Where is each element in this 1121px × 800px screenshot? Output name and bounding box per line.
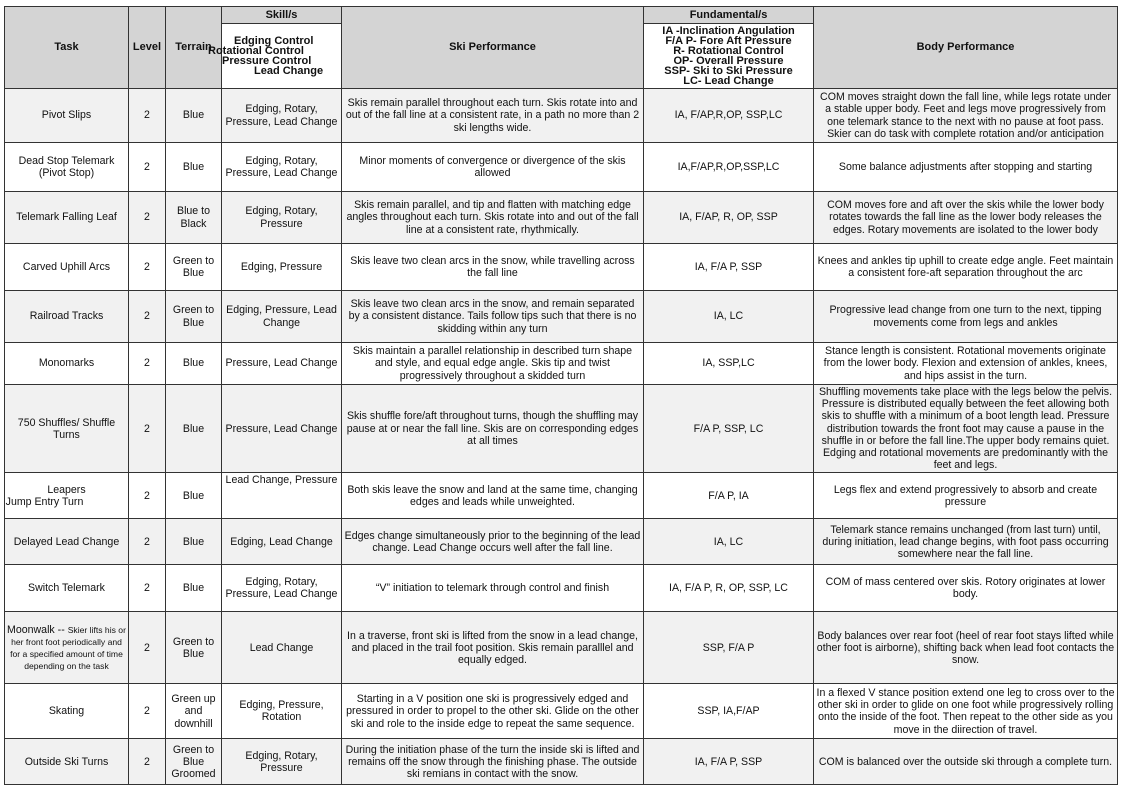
level-cell: 2: [129, 519, 166, 565]
skills-cell: Pressure, Lead Change: [222, 343, 342, 385]
fundamentals-cell: F/A P, IA: [644, 473, 814, 519]
header-skills: Skill/s: [222, 7, 342, 24]
level-cell: 2: [129, 473, 166, 519]
terrain-cell: Green to Blue: [166, 291, 222, 343]
skills-legend-item: Lead Change: [254, 65, 324, 77]
body-performance-cell: Stance length is consistent. Rotational movements originate from the lower body. Flexion and extension of ankles, knees, and hips assist in the turn.: [814, 343, 1118, 385]
skills-cell: Edging, Rotary, Pressure: [222, 739, 342, 785]
ski-performance-cell: Skis remain parallel, and tip and flatten with matching edge angles throughout each turn. Skis rotate into and out of the fall line at a consistent rate, rhythmically.: [342, 192, 644, 244]
task-note: Skier lifts his or her front foot periodically and for a specified amount of time depending on the task: [10, 624, 126, 672]
fundamentals-cell: IA, F/A P, SSP: [644, 244, 814, 291]
level-cell: 2: [129, 244, 166, 291]
skills-cell: Pressure, Lead Change: [222, 385, 342, 473]
skills-cell: Edging, Pressure, Rotation: [222, 684, 342, 739]
skills-cell: Edging, Lead Change: [222, 519, 342, 565]
task-cell: Pivot Slips: [5, 89, 129, 143]
level-cell: 2: [129, 89, 166, 143]
fundamentals-legend-item: LC- Lead Change: [683, 75, 774, 87]
task-cell: [5, 612, 129, 684]
level-cell: 2: [129, 192, 166, 244]
task-cell: Telemark Falling Leaf: [5, 192, 129, 244]
terrain-cell: Blue: [166, 143, 222, 192]
ski-performance-cell: Skis shuffle fore/aft throughout turns, though the shuffling may pause at or near the fall line. Skis are on corresponding edges at all times: [342, 385, 644, 473]
header-ski-performance: Ski Performance: [342, 7, 644, 89]
table-row: [5, 739, 1118, 785]
ski-performance-cell: Skis maintain a parallel relationship in described turn shape and style, and equal edge angle. Skis tip and twist progressively throughout a skidded turn: [342, 343, 644, 385]
task-cell: Skating: [5, 684, 129, 739]
header-task: Task: [5, 7, 129, 89]
fundamentals-cell: IA, F/AP,R,OP, SSP,LC: [644, 89, 814, 143]
task-cell: Monomarks: [5, 343, 129, 385]
task-cell: Outside Ski Turns: [5, 739, 129, 785]
table-row: [5, 684, 1118, 739]
fundamentals-legend-item: IA -Inclination Angulation: [662, 25, 795, 37]
task-cell: Delayed Lead Change: [5, 519, 129, 565]
task-cell: Dead Stop Telemark (Pivot Stop): [5, 143, 129, 192]
table-row: [5, 244, 1118, 291]
table-row: [5, 473, 1118, 519]
table-row: [5, 612, 1118, 684]
level-cell: 2: [129, 143, 166, 192]
level-cell: 2: [129, 385, 166, 473]
terrain-cell: Blue: [166, 89, 222, 143]
task-cell: Railroad Tracks: [5, 291, 129, 343]
ski-performance-cell: Skis leave two clean arcs in the snow, while travelling across the fall line: [342, 244, 644, 291]
header-terrain: Terrain: [166, 7, 222, 89]
skills-legend-item: Pressure Control: [222, 55, 312, 67]
fundamentals-cell: IA, LC: [644, 519, 814, 565]
fundamentals-legend-item: OP- Overall Pressure: [673, 55, 784, 67]
body-performance-cell: COM moves fore and aft over the skis while the lower body rotates towards the fall line as the lower body releases the edges. Rotary movements are isolated to the lower body: [814, 192, 1118, 244]
table-row: [5, 385, 1118, 473]
body-performance-cell: COM moves straight down the fall line, while legs rotate under a stable upper body. Feet and legs move progressively from one telemark stance to the next with no pause at foot pass. Skier can do task with complete rotation and/or anticipation: [814, 89, 1118, 143]
table-row: [5, 192, 1118, 244]
skills-cell: Edging, Rotary, Pressure, Lead Change: [222, 143, 342, 192]
body-performance-cell: Progressive lead change from one turn to the next, tipping movements come from legs and ankles: [814, 291, 1118, 343]
task-name: Moonwalk --: [7, 623, 65, 636]
fundamentals-legend: [644, 24, 814, 89]
level-cell: 2: [129, 684, 166, 739]
level-cell: 2: [129, 739, 166, 785]
fundamentals-cell: IA, SSP,LC: [644, 343, 814, 385]
skills-legend: [208, 24, 342, 89]
table-row: [5, 89, 1118, 143]
ski-performance-cell: Skis remain parallel throughout each turn. Skis rotate into and out of the fall line at a consistent rate, in a path no more than 2 ski lengths wide.: [342, 89, 644, 143]
body-performance-cell: COM is balanced over the outside ski through a complete turn.: [814, 739, 1118, 785]
task-cell: 750 Shuffles/ Shuffle Turns: [5, 385, 129, 473]
table-row: [5, 143, 1118, 192]
skills-cell: Edging, Rotary, Pressure, Lead Change: [222, 89, 342, 143]
ski-performance-cell: Starting in a V position one ski is progressively edged and pressured in order to propel to the other ski. Glide on the other ski and role to the inside edge to repeat the same sequence.: [342, 684, 644, 739]
body-performance-cell: Some balance adjustments after stopping and starting: [814, 143, 1118, 192]
terrain-cell: Blue: [166, 565, 222, 612]
task-name-line2: Jump Entry Turn: [5, 495, 84, 508]
terrain-cell: Blue: [166, 473, 222, 519]
terrain-cell: Green to Blue Groomed: [166, 739, 222, 785]
ski-performance-cell: Both skis leave the snow and land at the same time, changing edges and leads while unweighted.: [342, 473, 644, 519]
table-row: [5, 291, 1118, 343]
ski-performance-cell: Edges change simultaneously prior to the beginning of the lead change. Lead Change occurs well after the fall line.: [342, 519, 644, 565]
header-row-top: [5, 7, 1118, 24]
fundamentals-cell: SSP, F/A P: [644, 612, 814, 684]
skills-cell: Lead Change, Pressure: [222, 473, 342, 519]
fundamentals-cell: SSP, IA,F/AP: [644, 684, 814, 739]
body-performance-cell: In a flexed V stance position extend one leg to cross over to the other ski in order to glide on one foot while progressively rolling onto the inside of the foot. Then repeat to the other side as you move in the diirection of travel.: [814, 684, 1118, 739]
ski-performance-cell: Minor moments of convergence or divergence of the skis allowed: [342, 143, 644, 192]
body-performance-cell: COM of mass centered over skis. Rotory originates at lower body.: [814, 565, 1118, 612]
terrain-cell: Blue: [166, 343, 222, 385]
fundamentals-cell: IA,F/AP,R,OP,SSP,LC: [644, 143, 814, 192]
header-level: Level: [129, 7, 166, 89]
fundamentals-cell: IA, LC: [644, 291, 814, 343]
task-cell: Switch Telemark: [5, 565, 129, 612]
body-performance-cell: Shuffling movements take place with the legs below the pelvis. Pressure is distributed equally between the feet allowing both skis to shuffle with a minimum of a boot length lead. Pressure distribution towards the front foot may cause a pause in the shuffle in or before the fall line.The upper body remains quiet. Edging and rotational movements are predominantly with the feet and legs.: [814, 385, 1118, 473]
body-performance-cell: Telemark stance remains unchanged (from last turn) until, during initiation, lead change begins, with foot pass occurring somewhere near the fall line.: [814, 519, 1118, 565]
skills-cell: Edging, Rotary, Pressure, Lead Change: [222, 565, 342, 612]
ski-performance-cell: “V” initiation to telemark through control and finish: [342, 565, 644, 612]
terrain-cell: Blue: [166, 519, 222, 565]
header-body-performance: Body Performance: [814, 7, 1118, 89]
table-row: [5, 343, 1118, 385]
ski-performance-cell: Skis leave two clean arcs in the snow, and remain separated by a consistent distance. Tails follow tips such that there is no skidding within any turn: [342, 291, 644, 343]
ski-performance-cell: During the initiation phase of the turn the inside ski is lifted and remains off the snow through the finishing phase. The outside ski remians in contact with the snow.: [342, 739, 644, 785]
ski-performance-cell: In a traverse, front ski is lifted from the snow in a lead change, and placed in the trail foot position. Skis remain paralllel and equally edged.: [342, 612, 644, 684]
level-cell: 2: [129, 565, 166, 612]
skills-table-wrapper: [4, 6, 1118, 785]
task-name: Leapers: [47, 483, 86, 496]
fundamentals-legend-item: R- Rotational Control: [673, 45, 784, 57]
skills-cell: Edging, Rotary, Pressure: [222, 192, 342, 244]
body-performance-cell: Body balances over rear foot (heel of rear foot stays lifted while other foot is airborne), shifting back when lead foot contacts the snow.: [814, 612, 1118, 684]
table-row: [5, 565, 1118, 612]
fundamentals-cell: IA, F/A P, R, OP, SSP, LC: [644, 565, 814, 612]
fundamentals-cell: IA, F/AP, R, OP, SSP: [644, 192, 814, 244]
header-fundamentals: Fundamental/s: [644, 7, 814, 24]
fundamentals-legend-item: SSP- Ski to Ski Pressure: [664, 65, 793, 77]
skills-legend-item: Edging Control: [234, 35, 314, 47]
terrain-cell: Green to Blue: [166, 244, 222, 291]
terrain-cell: Green up and downhill: [166, 684, 222, 739]
terrain-cell: Green to Blue: [166, 612, 222, 684]
skills-table: [4, 6, 1118, 785]
task-cell: [5, 473, 129, 519]
level-cell: 2: [129, 343, 166, 385]
terrain-cell: Blue to Black: [166, 192, 222, 244]
skills-cell: Lead Change: [222, 612, 342, 684]
skills-cell: Edging, Pressure: [222, 244, 342, 291]
fundamentals-cell: F/A P, SSP, LC: [644, 385, 814, 473]
skills-legend-item: Rotational Control: [208, 45, 304, 57]
body-performance-cell: Knees and ankles tip uphill to create edge angle. Feet maintain a consistent fore-aft separation throughout the arc: [814, 244, 1118, 291]
skills-cell: Edging, Pressure, Lead Change: [222, 291, 342, 343]
level-cell: 2: [129, 612, 166, 684]
table-row: [5, 519, 1118, 565]
fundamentals-cell: IA, F/A P, SSP: [644, 739, 814, 785]
body-performance-cell: Legs flex and extend progressively to absorb and create pressure: [814, 473, 1118, 519]
level-cell: 2: [129, 291, 166, 343]
task-cell: Carved Uphill Arcs: [5, 244, 129, 291]
terrain-cell: Blue: [166, 385, 222, 473]
fundamentals-legend-item: F/A P- Fore Aft Pressure: [665, 35, 792, 47]
